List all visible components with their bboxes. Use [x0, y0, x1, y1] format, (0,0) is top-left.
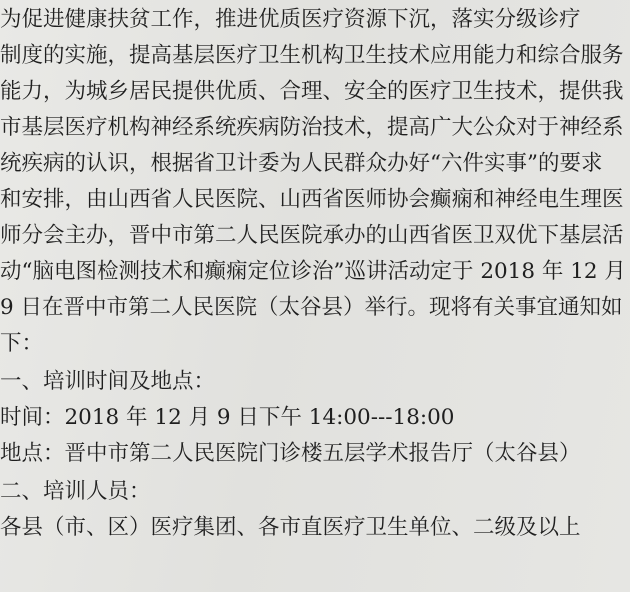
paragraph-line-2: 制度的实施，提高基层医疗卫生机构卫生技术应用能力和综合服务	[0, 43, 624, 68]
training-place: 地点：晋中市第二人民医院门诊楼五层学术报告厅（太谷县）	[0, 441, 581, 466]
paragraph-line-4: 市基层医疗机构神经系统疾病防治技术，提高广大公众对于神经系	[0, 115, 624, 140]
paragraph-line-8: 动“脑电图检测技术和癫痫定位诊治”巡讲活动定于 2018 年 12 月	[0, 259, 626, 284]
paragraph-line-6: 和安排，由山西省人民医院、山西省医师协会癫痫和神经电生理医	[0, 187, 624, 212]
paragraph-line-9: 9 日在晋中市第二人民医院（太谷县）举行。现将有关事宜通知如	[0, 295, 623, 320]
paragraph-line-10: 下：	[0, 331, 44, 356]
section-heading-training-time-place: 一、培训时间及地点：	[0, 369, 216, 394]
section-heading-training-personnel: 二、培训人员：	[0, 479, 151, 504]
paragraph-line-5: 统疾病的认识，根据省卫计委为人民群众办好“六件实事”的要求	[0, 151, 603, 176]
training-personnel-text: 各县（市、区）医疗集团、各市直医疗卫生单位、二级及以上	[0, 515, 581, 540]
paragraph-line-7: 师分会主办，晋中市第二人民医院承办的山西省医卫双优下基层活	[0, 223, 624, 248]
paragraph-line-1: 为促进健康扶贫工作，推进优质医疗资源下沉，落实分级诊疗	[0, 7, 581, 32]
paragraph-line-3: 能力，为城乡居民提供优质、合理、安全的医疗卫生技术，提供我	[0, 79, 624, 104]
training-time: 时间：2018 年 12 月 9 日下午 14:00---18:00	[0, 405, 455, 430]
